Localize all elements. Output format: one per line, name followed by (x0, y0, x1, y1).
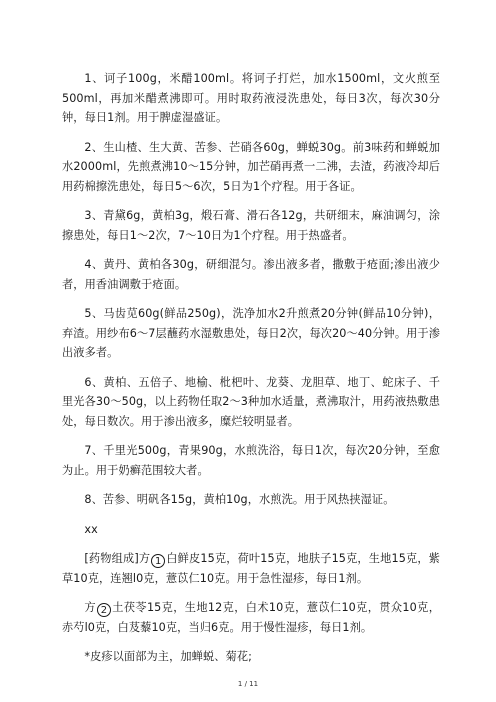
circled-number-2: 2 (97, 603, 111, 617)
circled-number-1: 1 (151, 554, 165, 568)
paragraph-xx: xx (84, 522, 98, 536)
last-line: *皮疹以面部为主，加蝉蜕、菊花; (84, 650, 252, 663)
document-body (62, 69, 440, 677)
recipe-1-prefix: [药物组成]方 (84, 552, 151, 565)
paragraph-8: 8、苦参、明矾各15g，黄柏10g，水煎洗。用于风热挟湿证。 (84, 493, 395, 506)
recipe-2-text: 土茯苓15克，生地12克，白术10克，薏苡仁10克，贯众10克，赤芍l0克，白芨藜10克，当归6克。用于慢性湿疹，每日1剂。 (62, 601, 440, 634)
paragraph-1: 1、诃子100g，米醋100ml。将诃子打烂，加水1500ml，文火煎至500ml，再加米醋煮沸即可。用时取药液浸洗患处，每日3次，每次30分钟，每日1剂。用于脾虚湿盛证。 (62, 72, 440, 124)
recipe-2-prefix: 方 (84, 601, 96, 614)
paragraph-2: 2、生山楂、生大黄、苦参、芒硝各60g，蝉蜕30g。前3味药和蝉蜕加水2000ml，先煎煮沸10～15分钟，加芒硝再煮一二沸，去渣，药液冷却后用药棉擦洗患处，每日5～6次，5日为1个疗程。用于各证。 (62, 140, 440, 193)
paragraph-5: 5、马齿苋60g(鲜品250g)，洗净加水2升煎煮20分钟(鲜品10分钟)，弃渣。用纱布6～7层蘸药水湿敷患处，每日2次，每次20～40分钟。用于渗出液多者。 (62, 307, 440, 359)
paragraph-6: 6、黄柏、五倍子、地榆、枇杷叶、龙葵、龙胆草、地丁、蛇床子、千里光各30～50g，以上药物任取2～3种加水适量，煮沸取汁，用药液热敷患处，每日数次。用于渗出液多，糜烂较明显者。 (62, 375, 440, 428)
paragraph-4: 4、黄丹、黄柏各30g，研细混匀。渗出液多者，撒敷于疮面;渗出液少者，用香油调敷于疮面。 (62, 258, 440, 291)
recipe-1-paragraph (62, 549, 440, 588)
paragraph-3: 3、青黛6g，黄柏3g，煅石膏、滑石各12g，共研细末，麻油调匀，涂擦患处，每日1～2次，7～10日为1个疗程。用于热盛者。 (62, 209, 440, 242)
recipe-1-text: 白鲜皮15克，荷叶15克，地肤子15克，生地15克，紫草10克，连翘l0克，薏苡仁10克。用于急性湿疹，每日1剂。 (62, 552, 440, 585)
paragraph-7: 7、千里光500g，青果90g，水煎洗浴，每日1次，每次20分钟，至愈为止。用于奶癣范围较大者。 (62, 444, 440, 477)
page-number: 1 / 11 (237, 680, 259, 688)
recipe-2-paragraph (62, 598, 440, 637)
